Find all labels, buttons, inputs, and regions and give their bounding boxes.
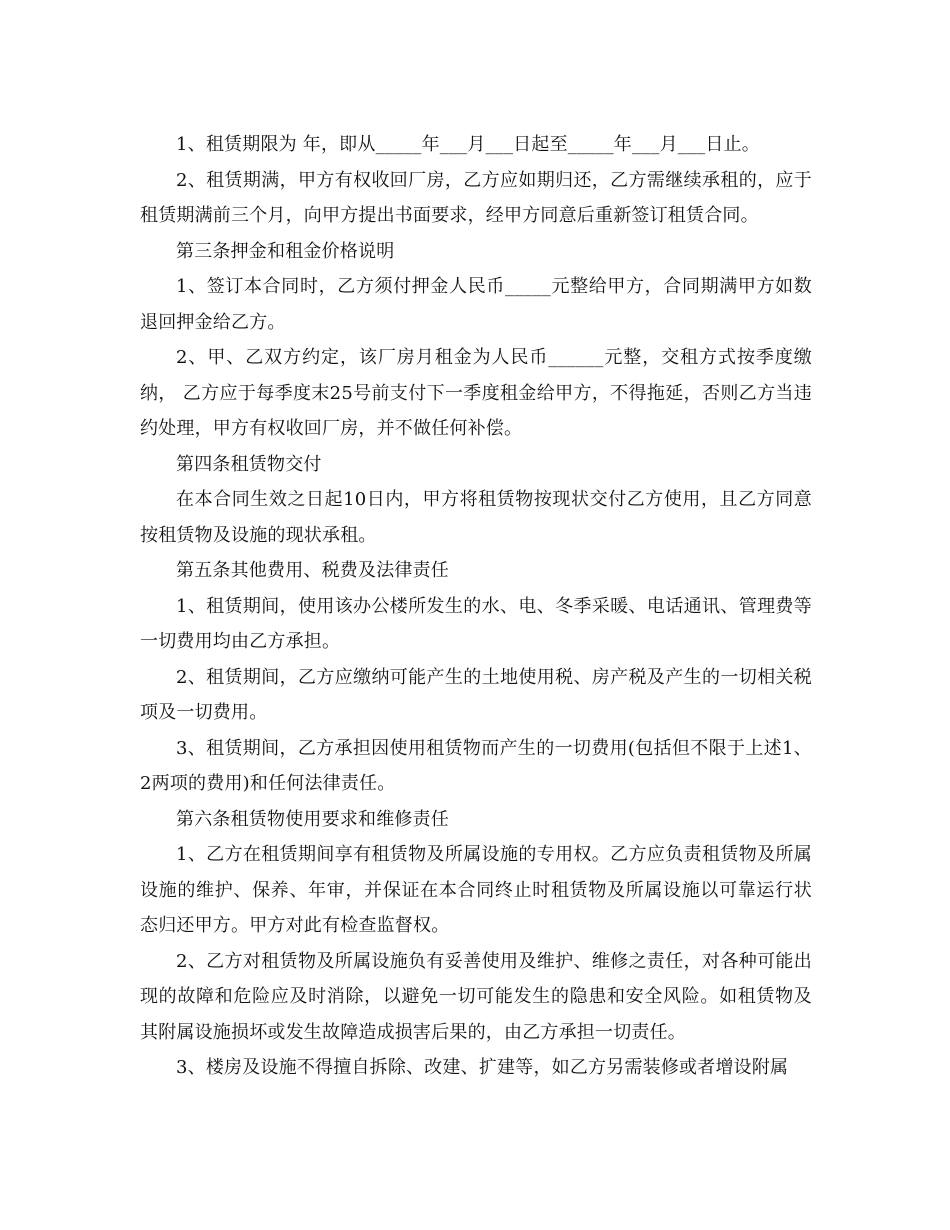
paragraph-deposit: 1、签订本合同时，乙方须付押金人民币_____元整给甲方，合同期满甲方如数退回押金给乙方。: [140, 276, 812, 333]
heading-article-3: 第三条押金和租金价格说明: [176, 240, 395, 262]
paragraph-expenses-1: 1、租赁期间，使用该办公楼所发生的水、电、冬季采暖、电话通讯、管理费等一切费用均由乙方承担。: [140, 595, 812, 652]
document-page: [140, 127, 812, 1086]
paragraph-maintenance-1: 1、乙方在租赁期间享有租赁物及所属设施的专用权。乙方应负责租赁物及所属设施的维护、保养、年审，并保证在本合同终止时租赁物及所属设施以可靠运行状态归还甲方。甲方对此有检查监督权。: [140, 844, 812, 936]
heading-article-5: 第五条其他费用、税费及法律责任: [176, 560, 449, 581]
paragraph-lease-expiry: 2、租赁期满，甲方有权收回厂房，乙方应如期归还，乙方需继续承租的，应于租赁期满前三个月，向甲方提出书面要求，经甲方同意后重新签订租赁合同。: [140, 169, 812, 226]
paragraph-rent: 2、甲、乙双方约定，该厂房月租金为人民币______元整，交租方式按季度缴纳， 乙方应于每季度末25号前支付下一季度租金给甲方，不得拖延，否则乙方当违约处理，甲方有权收回厂房，并不做任何补偿。: [140, 347, 812, 439]
paragraph-maintenance-3: 3、楼房及设施不得擅自拆除、改建、扩建等，如乙方另需装修或者增设附属: [176, 1057, 789, 1078]
heading-article-6: 第六条租赁物使用要求和维修责任: [176, 808, 449, 830]
paragraph-maintenance-2: 2、乙方对租赁物及所属设施负有妥善使用及维护、维修之责任，对各种可能出现的故障和危险应及时消除，以避免一切可能发生的隐患和安全风险。如租赁物及其附属设施损坏或发生故障造成损害后果的，由乙方承担一切责任。: [140, 950, 812, 1043]
paragraph-expenses-2: 2、租赁期间，乙方应缴纳可能产生的土地使用税、房产税及产生的一切相关税项及一切费用。: [140, 666, 812, 723]
paragraph-delivery: 在本合同生效之日起10日内，甲方将租赁物按现状交付乙方使用，且乙方同意按租赁物及设施的现状承租。: [140, 489, 812, 546]
paragraph-lease-term: 1、租赁期限为 年，即从_____年___月___日起至_____年___月___日止。: [176, 134, 760, 155]
heading-article-4: 第四条租赁物交付: [176, 453, 322, 475]
paragraph-expenses-3: 3、租赁期间，乙方承担因使用租赁物而产生的一切费用(包括但不限于上述1、2两项的费用)和任何法律责任。: [140, 737, 812, 794]
